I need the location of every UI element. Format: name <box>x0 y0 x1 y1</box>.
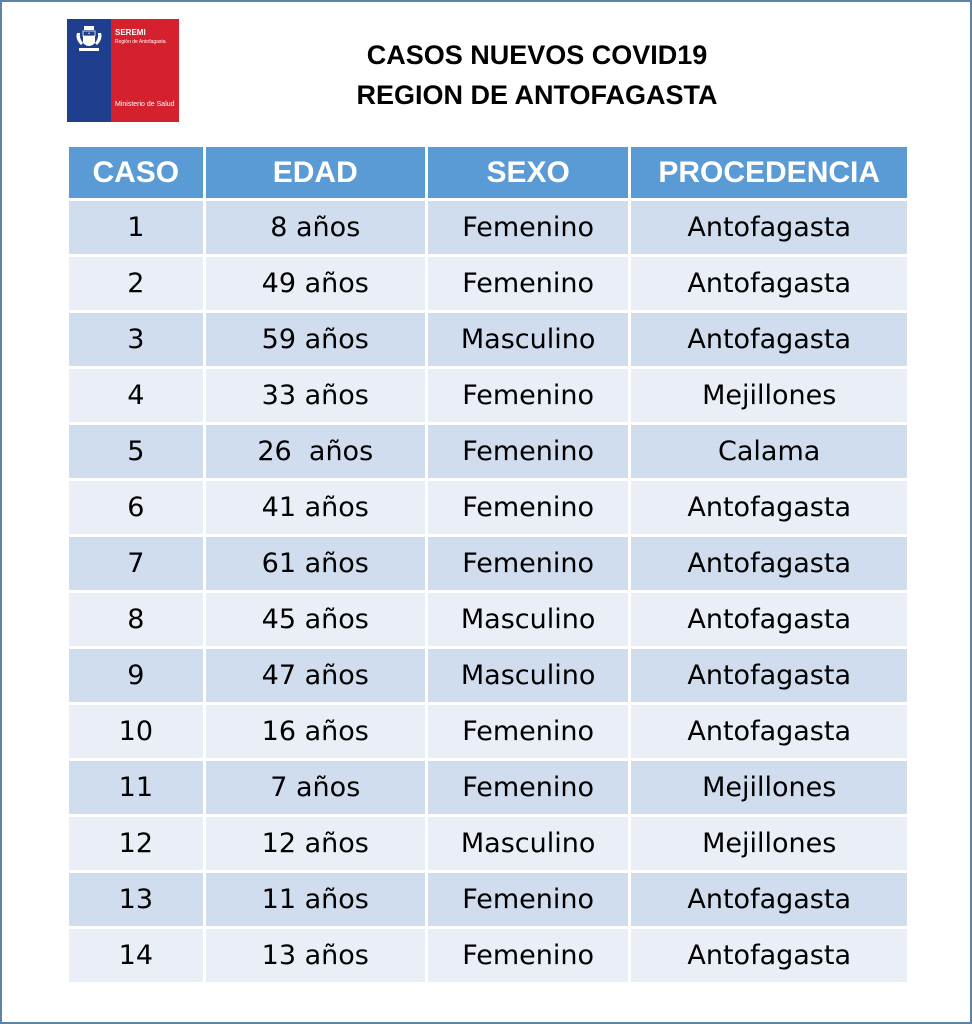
table-header-row <box>69 147 907 198</box>
cell-sexo: Femenino <box>428 705 629 758</box>
header-sexo: SEXO <box>428 147 629 198</box>
cell-caso: 7 <box>69 537 203 590</box>
header-procedencia: PROCEDENCIA <box>631 147 907 198</box>
table-row <box>69 313 907 366</box>
cell-procedencia: Antofagasta <box>631 705 907 758</box>
cell-sexo: Femenino <box>428 873 629 926</box>
cell-edad: 8 años <box>206 201 425 254</box>
table-row <box>69 761 907 814</box>
cell-edad: 59 años <box>206 313 425 366</box>
table-row <box>69 873 907 926</box>
cell-caso: 11 <box>69 761 203 814</box>
cell-procedencia: Antofagasta <box>631 257 907 310</box>
cell-caso: 12 <box>69 817 203 870</box>
table-row <box>69 425 907 478</box>
cell-edad: 33 años <box>206 369 425 422</box>
title-line-1: CASOS NUEVOS COVID19 <box>366 40 708 70</box>
cell-edad: 41 años <box>206 481 425 534</box>
cell-sexo: Femenino <box>428 929 629 982</box>
cell-caso: 6 <box>69 481 203 534</box>
cell-sexo: Masculino <box>428 817 629 870</box>
logo-blue-panel <box>67 19 111 122</box>
page-title <box>302 35 772 115</box>
cell-caso: 3 <box>69 313 203 366</box>
cell-procedencia: Antofagasta <box>631 537 907 590</box>
table-row <box>69 369 907 422</box>
seremi-logo <box>67 19 179 122</box>
cell-edad: 45 años <box>206 593 425 646</box>
cell-caso: 14 <box>69 929 203 982</box>
table-row <box>69 257 907 310</box>
cell-procedencia: Antofagasta <box>631 593 907 646</box>
table-row <box>69 649 907 702</box>
cell-sexo: Femenino <box>428 425 629 478</box>
cell-procedencia: Mejillones <box>631 369 907 422</box>
cell-sexo: Femenino <box>428 257 629 310</box>
cell-sexo: Femenino <box>428 761 629 814</box>
cell-edad: 61 años <box>206 537 425 590</box>
cell-edad: 12 años <box>206 817 425 870</box>
cell-edad: 47 años <box>206 649 425 702</box>
logo-ministry-text: Ministerio de Salud <box>115 101 175 108</box>
cell-procedencia: Antofagasta <box>631 929 907 982</box>
cell-edad: 16 años <box>206 705 425 758</box>
cell-sexo: Masculino <box>428 593 629 646</box>
cell-caso: 10 <box>69 705 203 758</box>
cell-procedencia: Mejillones <box>631 817 907 870</box>
cell-procedencia: Antofagasta <box>631 481 907 534</box>
cell-sexo: Femenino <box>428 369 629 422</box>
cell-caso: 8 <box>69 593 203 646</box>
cell-edad: 26 años <box>206 425 425 478</box>
logo-red-panel <box>111 19 179 122</box>
cell-edad: 13 años <box>206 929 425 982</box>
cell-edad: 49 años <box>206 257 425 310</box>
table-row <box>69 537 907 590</box>
cell-procedencia: Antofagasta <box>631 201 907 254</box>
table-row <box>69 817 907 870</box>
cell-caso: 9 <box>69 649 203 702</box>
cell-edad: 7 años <box>206 761 425 814</box>
header-edad: EDAD <box>206 147 425 198</box>
cell-caso: 1 <box>69 201 203 254</box>
title-line-2: REGION DE ANTOFAGASTA <box>356 80 718 110</box>
table-row <box>69 929 907 982</box>
cell-edad: 11 años <box>206 873 425 926</box>
logo-seremi-text: SEREMI <box>115 28 146 37</box>
header-caso: CASO <box>69 147 203 198</box>
cell-procedencia: Mejillones <box>631 761 907 814</box>
cell-sexo: Masculino <box>428 649 629 702</box>
table-row <box>69 705 907 758</box>
cases-table <box>66 144 910 985</box>
cell-caso: 13 <box>69 873 203 926</box>
table-row <box>69 201 907 254</box>
cell-procedencia: Calama <box>631 425 907 478</box>
cell-caso: 2 <box>69 257 203 310</box>
coat-of-arms-icon <box>71 23 107 55</box>
cell-caso: 4 <box>69 369 203 422</box>
table-row <box>69 593 907 646</box>
cell-sexo: Masculino <box>428 313 629 366</box>
cell-procedencia: Antofagasta <box>631 649 907 702</box>
cell-sexo: Femenino <box>428 537 629 590</box>
table-row <box>69 481 907 534</box>
cell-caso: 5 <box>69 425 203 478</box>
cell-sexo: Femenino <box>428 481 629 534</box>
logo-region-text: Región de Antofagasta <box>115 39 166 45</box>
cell-procedencia: Antofagasta <box>631 313 907 366</box>
cell-procedencia: Antofagasta <box>631 873 907 926</box>
cell-sexo: Femenino <box>428 201 629 254</box>
